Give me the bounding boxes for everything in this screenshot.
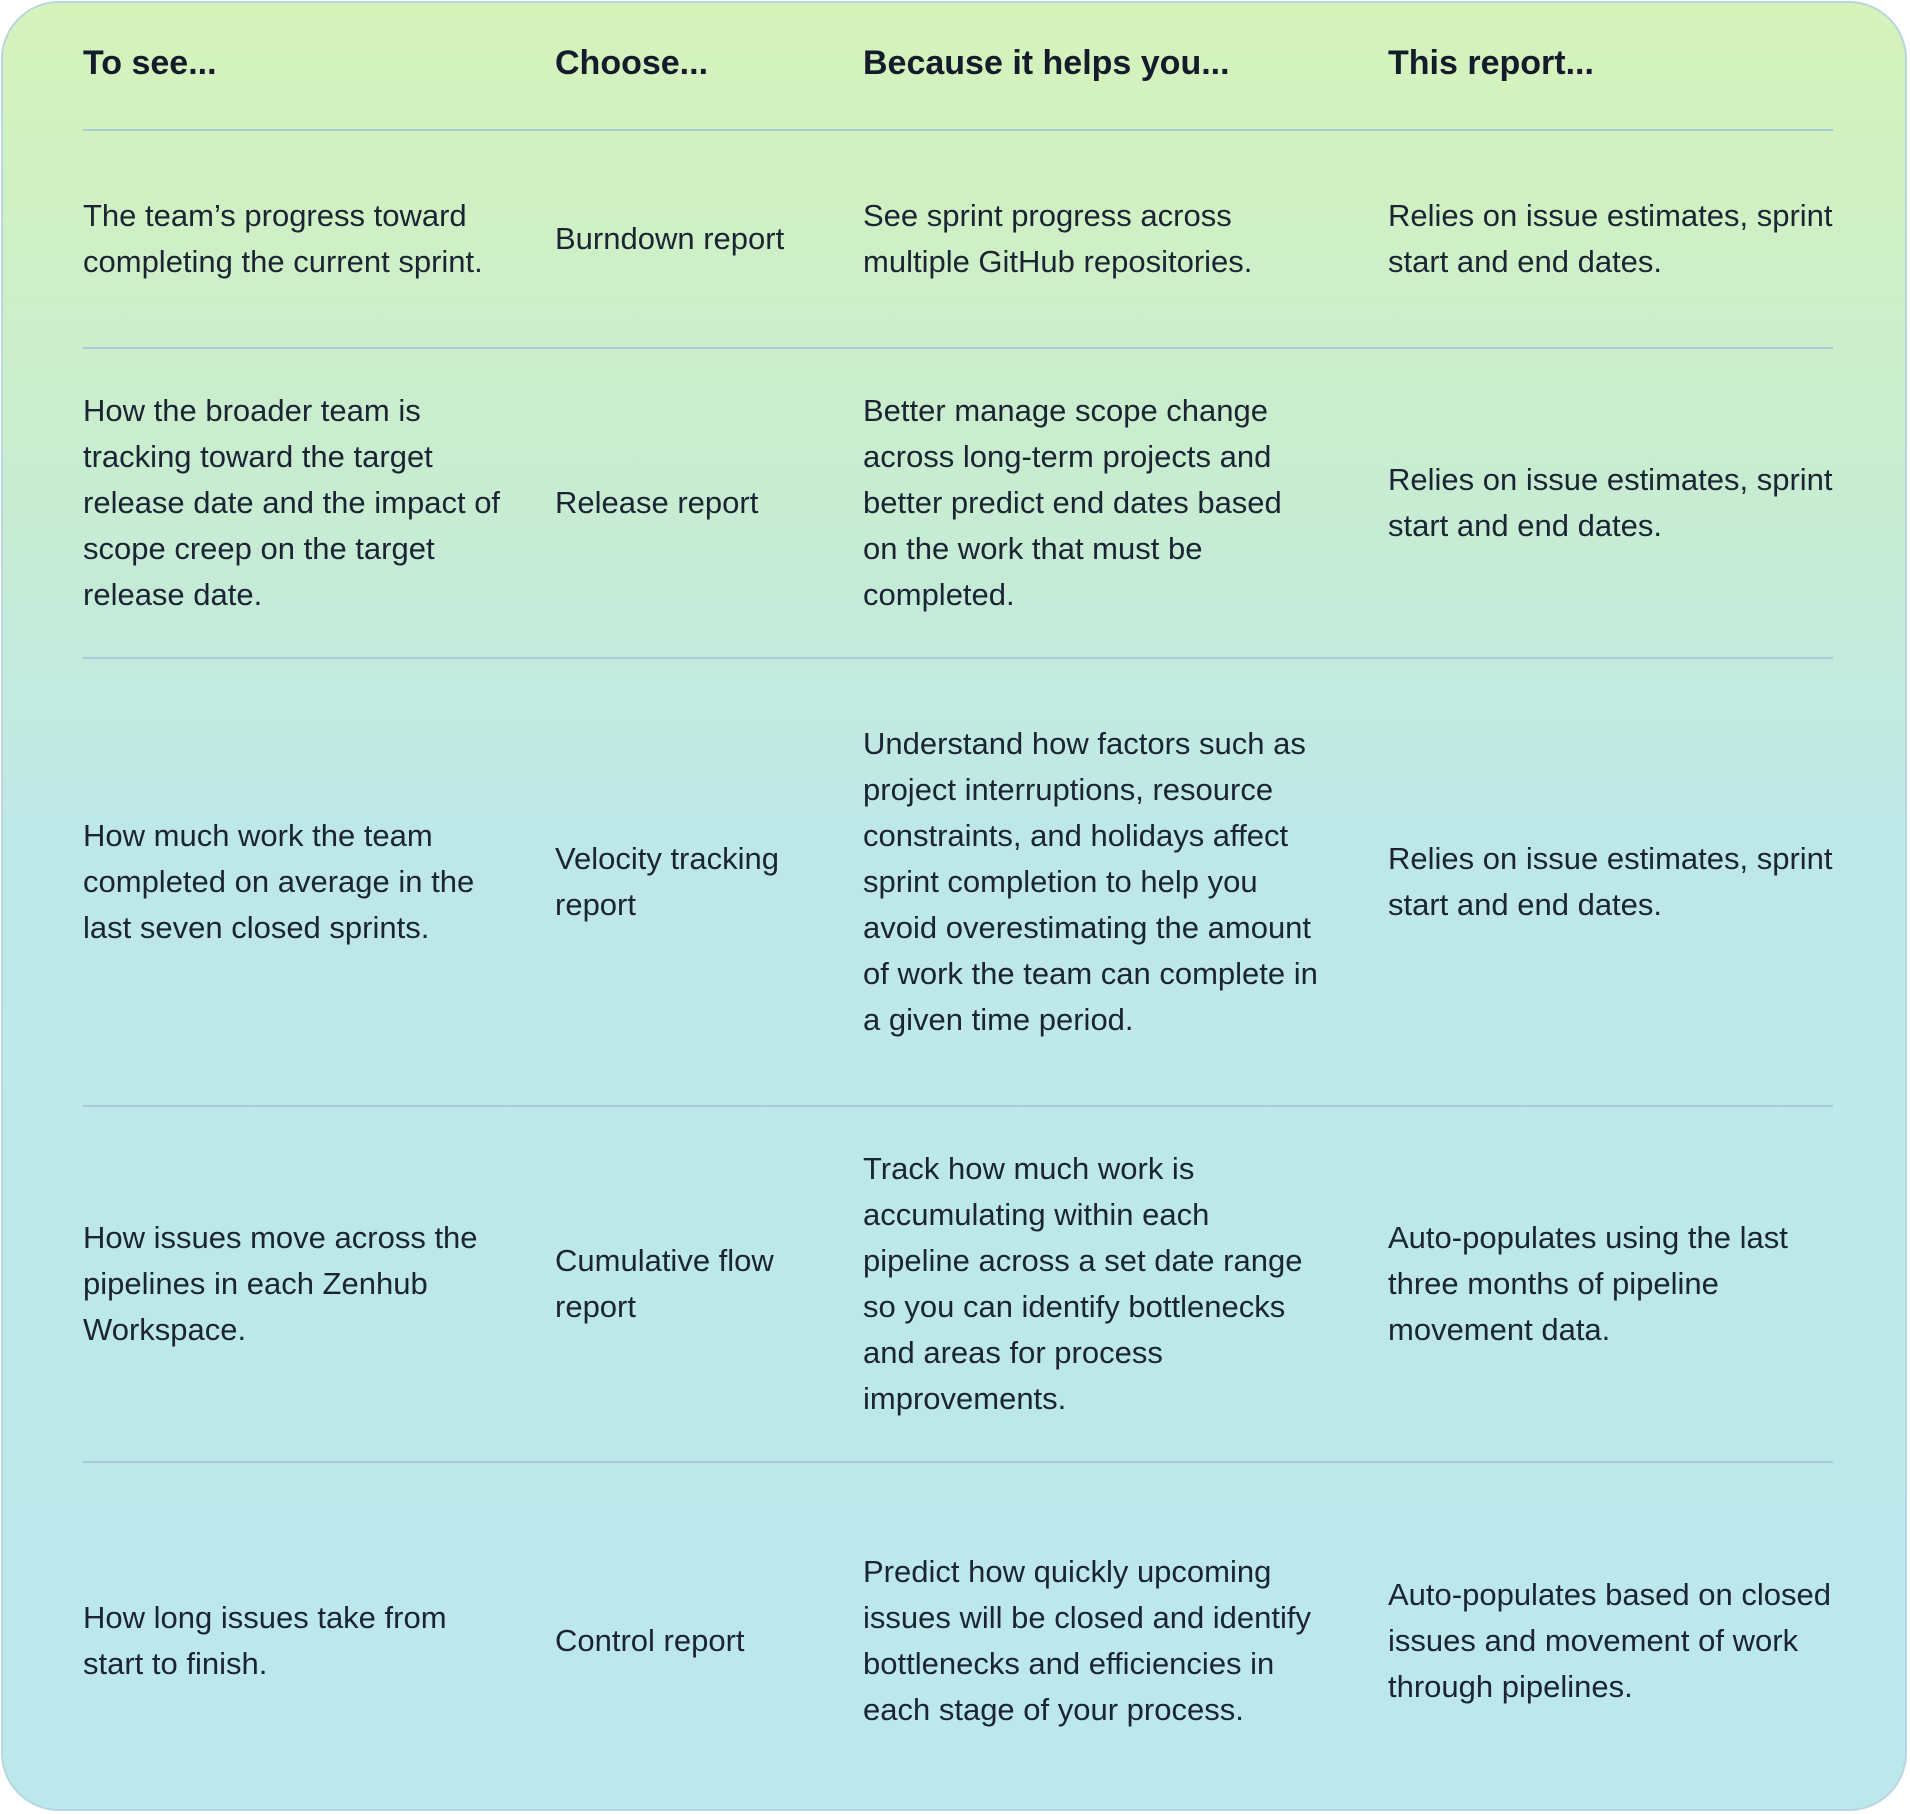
cell-because bbox=[863, 349, 1318, 657]
cell-this-report-text: Auto-populates using the last three months of pipeline movement data. bbox=[1388, 1220, 1788, 1347]
header-because: Because it helps you... bbox=[863, 44, 1230, 82]
cell-because-text: See sprint progress across multiple GitHub repositories. bbox=[863, 198, 1253, 279]
cell-because-text: Predict how quickly upcoming issues will be closed and identify bottlenecks and efficiencies in each stage of your process. bbox=[863, 1554, 1312, 1727]
cell-to-see bbox=[83, 131, 513, 347]
cell-to-see bbox=[83, 659, 513, 1105]
cell-because-text: Better manage scope change across long-term projects and better predict end dates based on the work that must be completed. bbox=[863, 393, 1282, 612]
cell-because-text: Understand how factors such as project interruptions, resource constraints, and holidays affect sprint completion to help you avoid overestimating the amount of work the team can complete in a given time period. bbox=[863, 726, 1318, 1037]
report-comparison-card bbox=[1, 1, 1907, 1811]
cell-this-report-text: Relies on issue estimates, sprint start and end dates. bbox=[1388, 198, 1833, 279]
cell-to-see bbox=[83, 349, 513, 657]
cell-to-see bbox=[83, 1463, 513, 1811]
cell-to-see-text: How the broader team is tracking toward the target release date and the impact of scope creep on the target release date. bbox=[83, 393, 501, 612]
table-row-velocity bbox=[83, 659, 1833, 1107]
cell-this-report-text: Relies on issue estimates, sprint start and end dates. bbox=[1388, 462, 1833, 543]
cell-choose-text: Velocity tracking report bbox=[555, 841, 779, 922]
cell-this-report bbox=[1388, 1107, 1833, 1461]
cell-choose bbox=[555, 349, 815, 657]
cell-choose bbox=[555, 659, 815, 1105]
cell-because bbox=[863, 1107, 1318, 1461]
cell-to-see bbox=[83, 1107, 513, 1461]
header-choose: Choose... bbox=[555, 44, 709, 82]
table-header bbox=[83, 3, 1833, 131]
cell-because bbox=[863, 1463, 1318, 1811]
cell-because bbox=[863, 659, 1318, 1105]
cell-choose bbox=[555, 1463, 815, 1811]
table-row-burndown bbox=[83, 131, 1833, 349]
cell-choose-text: Cumulative flow report bbox=[555, 1243, 774, 1324]
cell-choose-text: Release report bbox=[555, 485, 759, 520]
cell-this-report-text: Relies on issue estimates, sprint start and end dates. bbox=[1388, 841, 1833, 922]
cell-to-see-text: How long issues take from start to finish. bbox=[83, 1600, 447, 1681]
table-row-control bbox=[83, 1463, 1833, 1811]
cell-choose-text: Burndown report bbox=[555, 221, 785, 256]
header-this-report: This report... bbox=[1388, 44, 1594, 82]
report-comparison-table bbox=[83, 3, 1833, 1811]
cell-choose bbox=[555, 1107, 815, 1461]
cell-this-report bbox=[1388, 131, 1833, 347]
header-to-see: To see... bbox=[83, 44, 217, 82]
table-row-cumulative-flow bbox=[83, 1107, 1833, 1463]
cell-this-report-text: Auto-populates based on closed issues and movement of work through pipelines. bbox=[1388, 1577, 1831, 1704]
cell-to-see-text: The team’s progress toward completing the current sprint. bbox=[83, 198, 483, 279]
cell-choose bbox=[555, 131, 815, 347]
cell-because bbox=[863, 131, 1318, 347]
cell-this-report bbox=[1388, 1463, 1833, 1811]
cell-to-see-text: How issues move across the pipelines in each Zenhub Workspace. bbox=[83, 1220, 478, 1347]
cell-because-text: Track how much work is accumulating within each pipeline across a set date range so you can identify bottlenecks and areas for process improvements. bbox=[863, 1151, 1303, 1416]
table-row-release bbox=[83, 349, 1833, 659]
cell-to-see-text: How much work the team completed on average in the last seven closed sprints. bbox=[83, 818, 475, 945]
cell-this-report bbox=[1388, 659, 1833, 1105]
cell-this-report bbox=[1388, 349, 1833, 657]
cell-choose-text: Control report bbox=[555, 1623, 745, 1658]
